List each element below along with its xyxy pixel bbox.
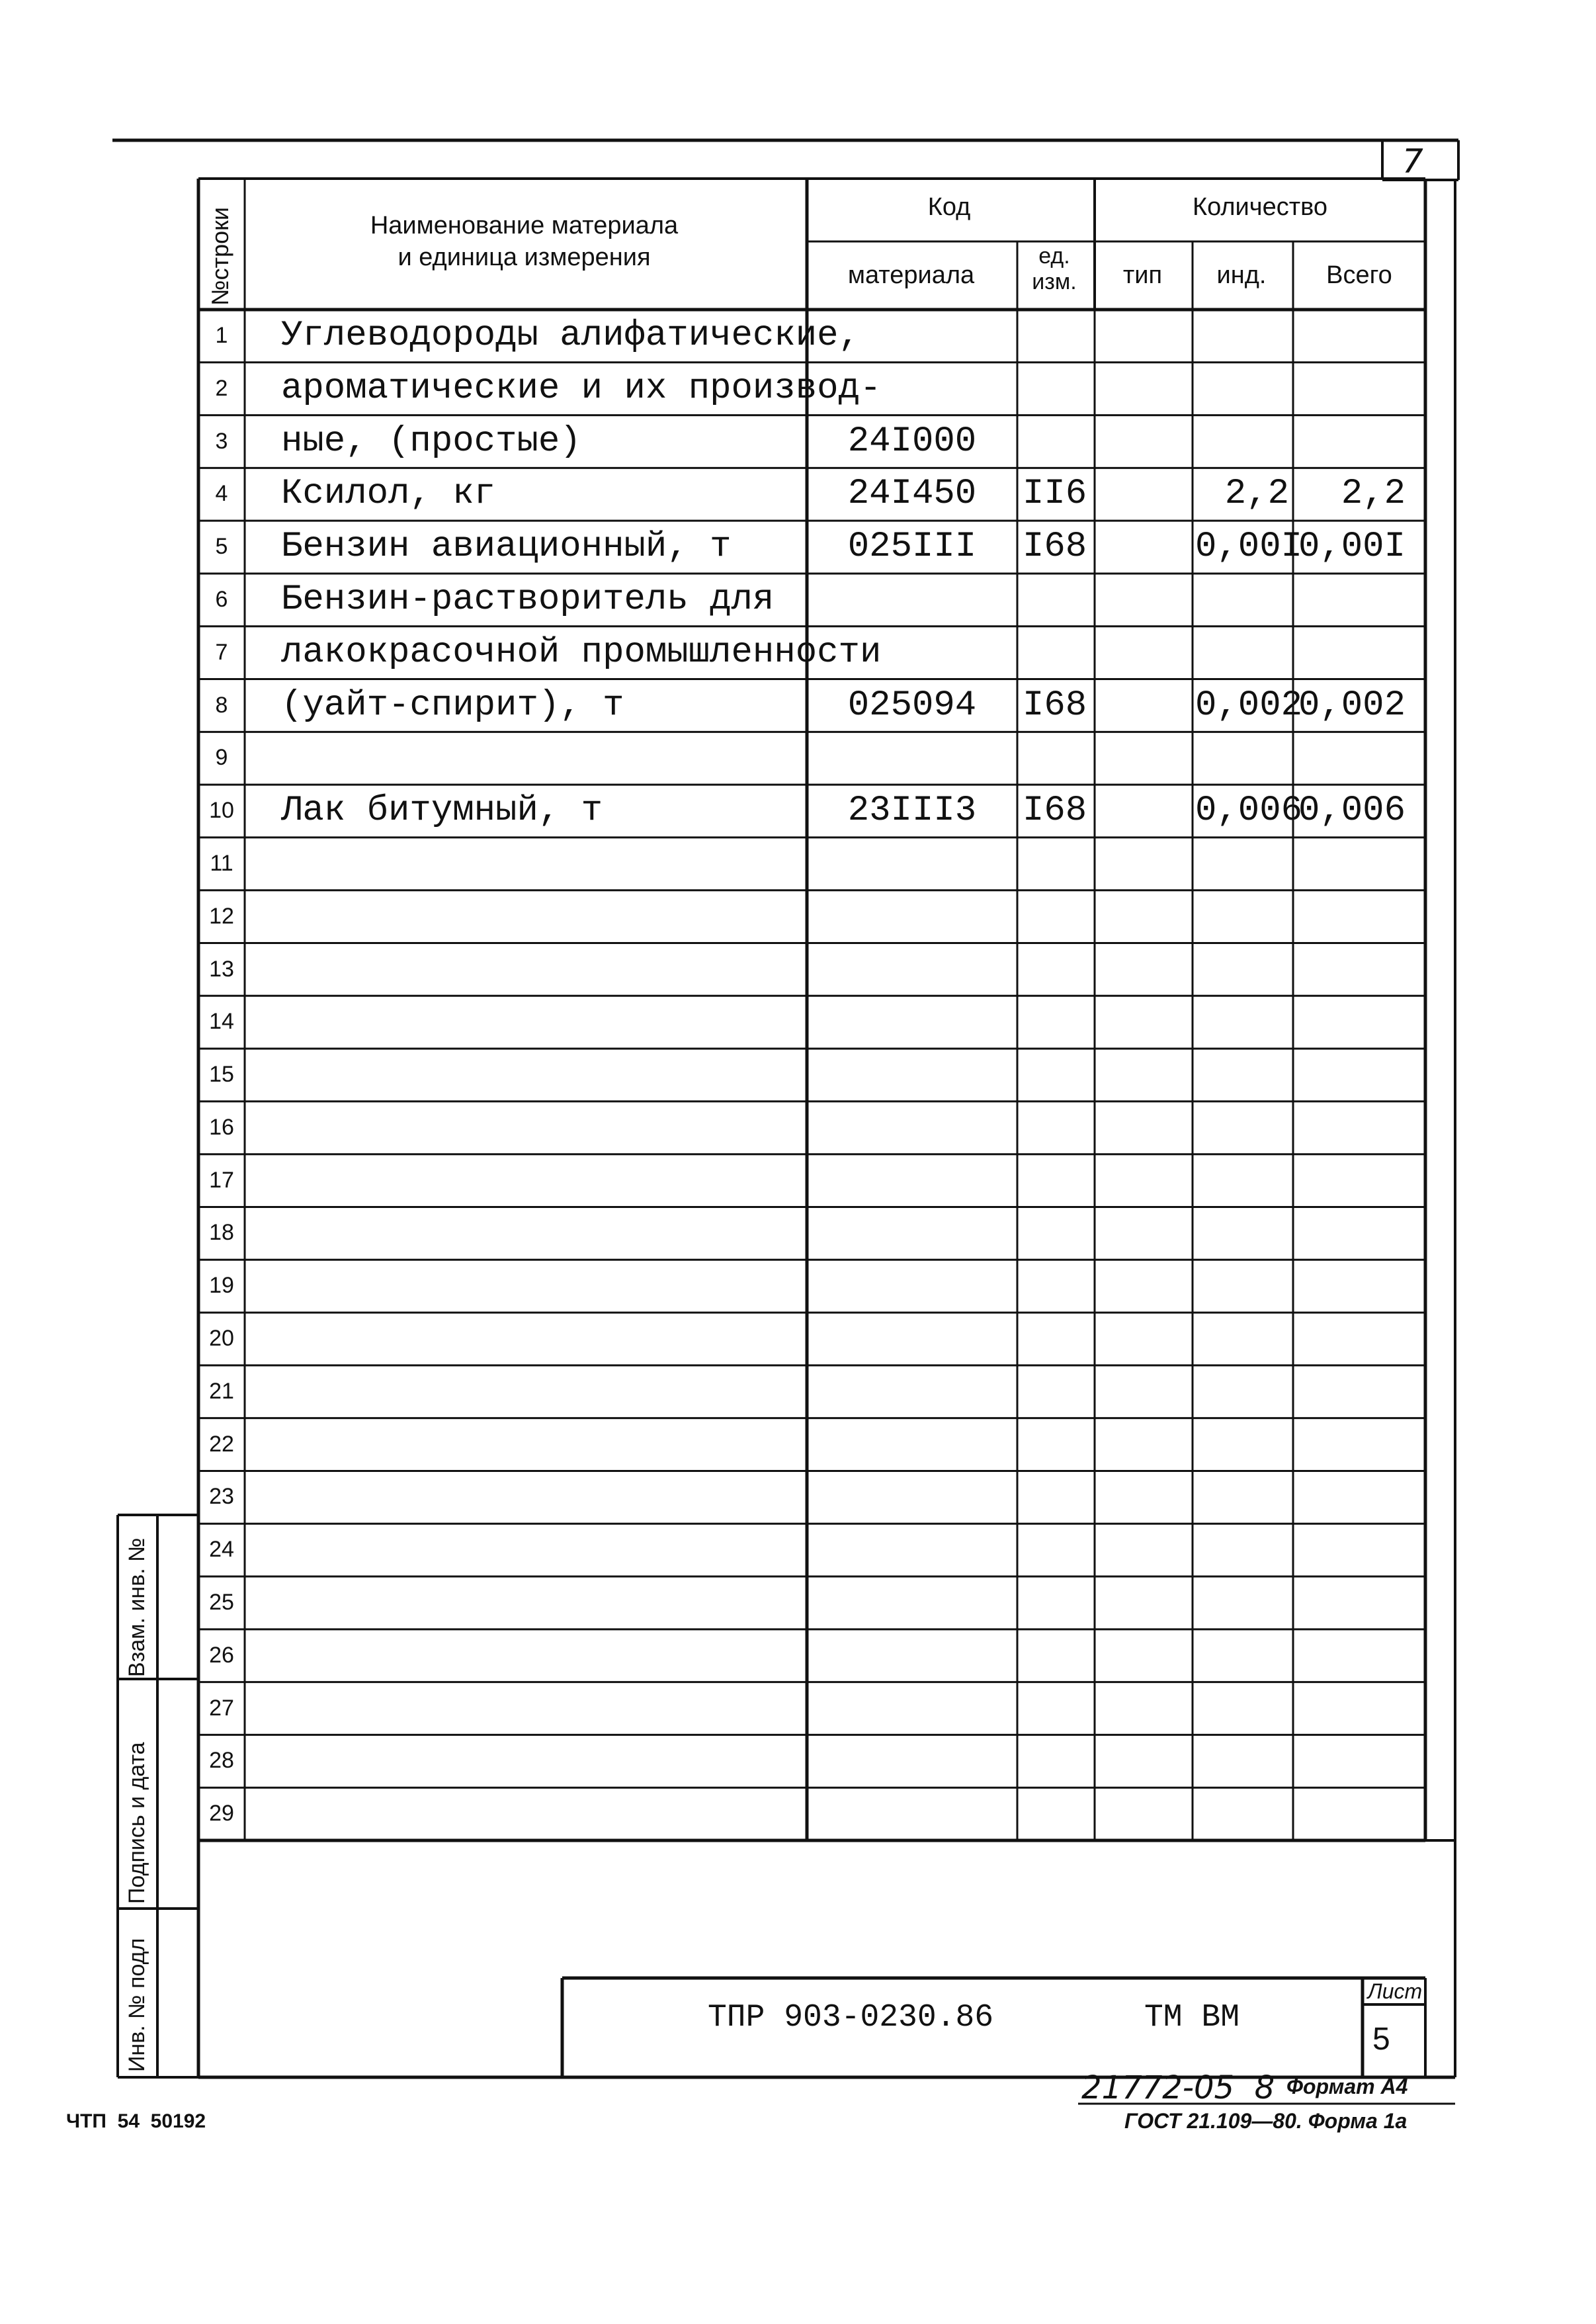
- cell-unit-code: [1023, 996, 1095, 1049]
- row-number: 5: [215, 534, 228, 560]
- cell-qty-type: [1095, 679, 1193, 732]
- row-number: 29: [209, 1801, 234, 1827]
- cell-unit-code: [1023, 943, 1095, 996]
- cell-qty-type: [1095, 1101, 1193, 1154]
- cell-qty-ind: [1195, 1629, 1293, 1682]
- cell-name: Лак битумный, т: [281, 791, 603, 832]
- header-qty-total: Всего: [1326, 261, 1392, 289]
- cell-qty-total: [1293, 1471, 1425, 1524]
- cell-qty-type: [1095, 890, 1193, 943]
- cell-unit-code: [1023, 1101, 1095, 1154]
- cell-material-code: [807, 1682, 1017, 1735]
- cell-unit-code: [1023, 1524, 1095, 1576]
- header-quantity: Количество: [1192, 193, 1328, 221]
- cell-name: [281, 1735, 804, 1787]
- table-row: [0, 521, 1596, 574]
- cell-unit-code: [1023, 1787, 1095, 1840]
- cell-qty-total: [1293, 890, 1425, 943]
- table-row: [0, 415, 1596, 468]
- cell-qty-total: [1293, 1207, 1425, 1260]
- cell-qty-type: [1095, 1365, 1193, 1418]
- row-number: 10: [209, 798, 234, 824]
- cell-qty-total: [1293, 363, 1425, 415]
- cell-qty-ind: [1195, 1049, 1293, 1101]
- table-row: [0, 1682, 1596, 1735]
- cell-qty-type: [1095, 1313, 1193, 1365]
- cell-name: [281, 1471, 804, 1524]
- cell-qty-type: [1095, 1207, 1193, 1260]
- cell-qty-ind: [1195, 1313, 1293, 1365]
- row-number: 20: [209, 1326, 234, 1352]
- header-code-material: материала: [847, 261, 975, 289]
- cell-qty-total: 0,006: [1298, 791, 1406, 832]
- cell-qty-ind: 2,2: [1224, 474, 1289, 515]
- cell-name: Бензин-растворитель для: [281, 579, 775, 620]
- cell-material-code: [807, 1101, 1017, 1154]
- cell-qty-total: [1293, 1260, 1425, 1313]
- table-row: [0, 1207, 1596, 1260]
- header-qty-ind: инд.: [1216, 261, 1267, 289]
- cell-qty-type: [1095, 732, 1193, 785]
- cell-name: [281, 943, 804, 996]
- header-qty-type: тип: [1122, 261, 1163, 289]
- table-row: [0, 626, 1596, 679]
- cell-name: Углеводороды алифатические,: [281, 316, 860, 356]
- row-number: 24: [209, 1537, 234, 1563]
- cell-qty-ind: [1195, 363, 1293, 415]
- table-row: [0, 838, 1596, 890]
- cell-name: [281, 1576, 804, 1629]
- row-number: 7: [215, 639, 228, 665]
- cell-qty-total: [1293, 1682, 1425, 1735]
- row-number: 21: [209, 1378, 234, 1404]
- cell-qty-ind: [1195, 732, 1293, 785]
- row-number: 28: [209, 1748, 234, 1774]
- cell-material-code: [807, 1787, 1017, 1840]
- row-number: 14: [209, 1009, 234, 1035]
- cell-qty-total: [1293, 1049, 1425, 1101]
- cell-name: ные, (простые): [281, 421, 581, 462]
- cell-unit-code: [1023, 626, 1095, 679]
- header-row-number: №строки: [206, 206, 233, 306]
- header-name: [245, 210, 804, 273]
- cell-qty-total: [1293, 1735, 1425, 1787]
- table-row: [0, 996, 1596, 1049]
- cell-material-code: [807, 1207, 1017, 1260]
- row-number: 2: [215, 375, 228, 401]
- cell-name: [281, 1101, 804, 1154]
- cell-unit-code: [1023, 1260, 1095, 1313]
- cell-qty-type: [1095, 1787, 1193, 1840]
- cell-qty-ind: [1195, 1260, 1293, 1313]
- cell-qty-ind: [1195, 1735, 1293, 1787]
- cell-qty-ind: [1195, 1576, 1293, 1629]
- cell-qty-ind: [1195, 1418, 1293, 1471]
- footer-format: Формат А4: [1286, 2075, 1408, 2098]
- cell-material-code: [807, 1524, 1017, 1576]
- cell-qty-type: [1095, 1260, 1193, 1313]
- row-number: 3: [215, 428, 228, 454]
- cell-qty-type: [1095, 468, 1193, 521]
- cell-qty-ind: [1195, 1787, 1293, 1840]
- cell-unit-code: [1023, 838, 1095, 890]
- table-row: [0, 1313, 1596, 1365]
- cell-name: Бензин авиационный, т: [281, 527, 732, 568]
- cell-qty-total: [1293, 626, 1425, 679]
- table-row: [0, 1629, 1596, 1682]
- cell-material-code: [807, 1735, 1017, 1787]
- side-label-inv: Инв. № подл: [124, 1938, 149, 2072]
- cell-unit-code: [1023, 1154, 1095, 1207]
- cell-qty-type: [1095, 1576, 1193, 1629]
- table-row: [0, 732, 1596, 785]
- cell-unit-code: [1023, 1049, 1095, 1101]
- cell-qty-total: [1293, 732, 1425, 785]
- cell-qty-ind: [1195, 943, 1293, 996]
- cell-name: [281, 1629, 804, 1682]
- cell-material-code: [807, 1471, 1017, 1524]
- cell-unit-code: [1023, 1735, 1095, 1787]
- table-row: [0, 1576, 1596, 1629]
- cell-material-code: [807, 1260, 1017, 1313]
- cell-qty-total: 2,2: [1341, 474, 1406, 515]
- footer-left-stamp: ЧТП 54 50192: [66, 2110, 206, 2132]
- cell-qty-ind: [1195, 1524, 1293, 1576]
- corner-sheet-number: 7: [1402, 142, 1423, 181]
- header-code: Код: [927, 193, 971, 221]
- cell-unit-code: [1023, 415, 1095, 468]
- cell-name: [281, 890, 804, 943]
- cell-qty-type: [1095, 1735, 1193, 1787]
- table-row: [0, 574, 1596, 626]
- cell-unit-code: [1023, 1682, 1095, 1735]
- cell-material-code: [807, 1365, 1017, 1418]
- cell-material-code: [807, 996, 1017, 1049]
- table-row: [0, 468, 1596, 521]
- cell-name: [281, 1418, 804, 1471]
- cell-qty-ind: [1195, 310, 1293, 363]
- table-row: [0, 1524, 1596, 1576]
- cell-unit-code: [1023, 1207, 1095, 1260]
- cell-name: [281, 1524, 804, 1576]
- cell-qty-type: [1095, 415, 1193, 468]
- cell-qty-type: [1095, 310, 1193, 363]
- cell-name: лакокрасочной промышленности: [281, 632, 882, 673]
- header-name-line2: и единица измерения: [398, 243, 651, 271]
- cell-qty-total: [1293, 1418, 1425, 1471]
- cell-qty-ind: 0,006: [1195, 791, 1303, 832]
- cell-qty-total: [1293, 574, 1425, 626]
- cell-name: [281, 996, 804, 1049]
- title-set-code: ТМ ВМ: [1144, 2000, 1240, 2036]
- cell-qty-type: [1095, 1471, 1193, 1524]
- cell-material-code: 025III: [847, 527, 977, 568]
- cell-name: [281, 1260, 804, 1313]
- cell-material-code: [807, 626, 1017, 679]
- cell-material-code: [807, 732, 1017, 785]
- row-number: 9: [215, 745, 228, 771]
- cell-qty-ind: [1195, 626, 1293, 679]
- cell-material-code: [807, 1154, 1017, 1207]
- cell-qty-ind: 0,00I: [1195, 527, 1303, 568]
- cell-qty-ind: [1195, 838, 1293, 890]
- cell-unit-code: [1023, 574, 1095, 626]
- cell-qty-type: [1095, 626, 1193, 679]
- row-number: 12: [209, 903, 234, 929]
- cell-qty-ind: [1195, 996, 1293, 1049]
- cell-unit-code: [1023, 363, 1095, 415]
- cell-name: (уайт-спирит), т: [281, 685, 624, 726]
- table-row: [0, 1418, 1596, 1471]
- cell-qty-type: [1095, 996, 1193, 1049]
- cell-material-code: [807, 838, 1017, 890]
- row-number: 17: [209, 1167, 234, 1193]
- cell-name: [281, 838, 804, 890]
- cell-qty-total: [1293, 838, 1425, 890]
- cell-material-code: [807, 1049, 1017, 1101]
- table-row: [0, 363, 1596, 415]
- cell-qty-type: [1095, 1524, 1193, 1576]
- cell-qty-total: [1293, 1787, 1425, 1840]
- cell-qty-total: [1293, 1629, 1425, 1682]
- cell-qty-ind: [1195, 1682, 1293, 1735]
- cell-material-code: 24I450: [847, 474, 977, 515]
- cell-qty-ind: [1195, 415, 1293, 468]
- table-row: [0, 310, 1596, 363]
- cell-unit-code: I68: [1023, 527, 1087, 568]
- cell-qty-type: [1095, 1629, 1193, 1682]
- cell-qty-total: [1293, 1576, 1425, 1629]
- cell-qty-total: [1293, 1313, 1425, 1365]
- title-sheet-label: Лист: [1367, 1979, 1423, 2003]
- cell-qty-ind: [1195, 1365, 1293, 1418]
- footer-gost: ГОСТ 21.109—80. Форма 1а: [1124, 2109, 1407, 2133]
- cell-qty-ind: [1195, 1101, 1293, 1154]
- table-row: [0, 1471, 1596, 1524]
- cell-material-code: [807, 890, 1017, 943]
- table-row: [0, 1735, 1596, 1787]
- cell-qty-total: [1293, 943, 1425, 996]
- cell-material-code: [807, 943, 1017, 996]
- cell-unit-code: [1023, 310, 1095, 363]
- cell-name: ароматические и их производ-: [281, 368, 882, 409]
- table-row: [0, 1049, 1596, 1101]
- cell-unit-code: [1023, 890, 1095, 943]
- cell-unit-code: [1023, 1471, 1095, 1524]
- cell-qty-total: [1293, 1365, 1425, 1418]
- cell-name: [281, 1207, 804, 1260]
- title-doc-code: ТПР 903-0230.86: [708, 2000, 994, 2036]
- cell-name: [281, 1154, 804, 1207]
- row-number: 23: [209, 1484, 234, 1510]
- cell-qty-type: [1095, 1418, 1193, 1471]
- cell-qty-total: [1293, 1524, 1425, 1576]
- cell-material-code: [807, 310, 1017, 363]
- table-row: [0, 679, 1596, 732]
- cell-qty-total: 0,002: [1298, 685, 1406, 726]
- table-row: [0, 890, 1596, 943]
- cell-name: [281, 1365, 804, 1418]
- cell-qty-total: [1293, 1101, 1425, 1154]
- row-number: 13: [209, 956, 234, 982]
- footer-handwritten-number: 21772-05 8: [1081, 2069, 1275, 2106]
- cell-material-code: [807, 1576, 1017, 1629]
- row-number: 11: [210, 850, 233, 876]
- cell-qty-ind: [1195, 1471, 1293, 1524]
- cell-qty-type: [1095, 363, 1193, 415]
- cell-qty-type: [1095, 1154, 1193, 1207]
- table-row: [0, 1154, 1596, 1207]
- header-code-unit: [1017, 243, 1091, 295]
- row-number: 16: [209, 1114, 234, 1140]
- cell-unit-code: [1023, 1313, 1095, 1365]
- cell-unit-code: [1023, 732, 1095, 785]
- cell-qty-ind: [1195, 890, 1293, 943]
- cell-material-code: [807, 1418, 1017, 1471]
- cell-material-code: [807, 363, 1017, 415]
- cell-qty-total: [1293, 1154, 1425, 1207]
- side-label-podpis: Подпись и дата: [124, 1742, 149, 1904]
- row-number: 27: [209, 1695, 234, 1721]
- cell-name: [281, 1313, 804, 1365]
- cell-qty-type: [1095, 1682, 1193, 1735]
- cell-qty-total: 0,00I: [1298, 527, 1406, 568]
- table-row: [0, 943, 1596, 996]
- row-number: 4: [215, 481, 228, 507]
- cell-unit-code: I68: [1023, 791, 1087, 832]
- row-number: 15: [209, 1062, 234, 1088]
- cell-qty-ind: [1195, 574, 1293, 626]
- header-name-line1: Наименование материала: [370, 212, 679, 239]
- row-number: 22: [209, 1431, 234, 1457]
- cell-qty-ind: [1195, 1154, 1293, 1207]
- cell-qty-ind: [1195, 1207, 1293, 1260]
- cell-name: [281, 1049, 804, 1101]
- cell-material-code: 025094: [847, 685, 977, 726]
- cell-qty-total: [1293, 415, 1425, 468]
- cell-name: Ксилол, кг: [281, 474, 496, 515]
- cell-unit-code: II6: [1023, 474, 1087, 515]
- row-number: 18: [209, 1220, 234, 1246]
- cell-qty-type: [1095, 943, 1193, 996]
- row-number: 26: [209, 1642, 234, 1668]
- table-row: [0, 1365, 1596, 1418]
- row-number: 8: [215, 692, 228, 718]
- cell-qty-type: [1095, 838, 1193, 890]
- cell-unit-code: [1023, 1418, 1095, 1471]
- cell-material-code: [807, 1629, 1017, 1682]
- header-unit-line2: изм.: [1032, 269, 1077, 295]
- cell-unit-code: [1023, 1629, 1095, 1682]
- cell-qty-type: [1095, 521, 1193, 574]
- row-number: 6: [215, 586, 228, 612]
- cell-unit-code: I68: [1023, 685, 1087, 726]
- cell-material-code: 23III3: [847, 791, 977, 832]
- cell-qty-type: [1095, 1049, 1193, 1101]
- cell-qty-total: [1293, 996, 1425, 1049]
- row-number: 1: [215, 323, 228, 348]
- cell-unit-code: [1023, 1576, 1095, 1629]
- table-row: [0, 785, 1596, 838]
- cell-material-code: 24I000: [847, 421, 977, 462]
- cell-name: [281, 732, 804, 785]
- cell-material-code: [807, 574, 1017, 626]
- row-number: 19: [209, 1273, 234, 1299]
- cell-qty-type: [1095, 785, 1193, 838]
- cell-name: [281, 1787, 804, 1840]
- cell-qty-total: [1293, 310, 1425, 363]
- cell-name: [281, 1682, 804, 1735]
- cell-unit-code: [1023, 1365, 1095, 1418]
- table-row: [0, 1787, 1596, 1840]
- table-row: [0, 1260, 1596, 1313]
- header-unit-line1: ед.: [1038, 243, 1070, 269]
- title-sheet-number: 5: [1372, 2022, 1390, 2057]
- cell-qty-type: [1095, 574, 1193, 626]
- cell-qty-ind: 0,002: [1195, 685, 1303, 726]
- side-label-vzam: Взам. инв. №: [124, 1537, 149, 1677]
- cell-material-code: [807, 1313, 1017, 1365]
- table-row: [0, 1101, 1596, 1154]
- row-number: 25: [209, 1590, 234, 1615]
